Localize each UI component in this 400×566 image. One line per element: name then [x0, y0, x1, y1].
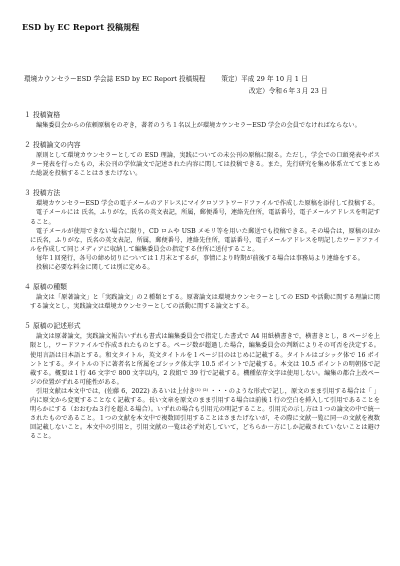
section-paragraph: 電子メールには 氏名，ふりがな，氏名の英文表記，所属，郵便番号，連絡先住所，電話番号，電子メールアドレスを明記すること。 — [30, 209, 380, 226]
revised-date: 改定）令和６年３月 23 日 — [249, 87, 328, 95]
section-heading: ４ 原稿の種類 — [24, 283, 67, 292]
section-paragraph: 電子メールが使用できない場合に限り，CD ロムや USB メモリ等を用いた郵送でも投稿できる。その場合は，原稿のほかに氏名，ふりがな，氏名の英文表記，所属，郵便番号，連絡先住所，電話番号，電子メールアドレスを明記したワードファイルを作成して同じメディアに収納して編集委員会の指定する住所に送付すること。 — [30, 227, 380, 253]
section-format — [20, 320, 380, 441]
section-paragraph: 引用文献は本文中では，(佐藤 6，2022) あるいは上付き⁽¹⁾ ⁽²⁾ ・・・のような形式で記し，原文のまま引用する場合は「 」内に原文から変更することなく記載する。長い文章を原文のまま引用する場合は前後１行の空白を挿入して引用であることを明らかにする（おおむね３行を超える場合）。いずれの場合も引用元の明記すること。引用元の示し方は１つの論文の中で統一されたものであること。１つの文献を本文中で複数回引用することはさまたげないが，その際に文献一覧に同一の文献を複数回記載しないこと。本文中の引用と，引用文献の一覧は必ず対応していて，どちらか一方にしか記載されていないことは避けること。 — [30, 387, 380, 441]
document-header: ESD by EC Report 投稿規程 — [22, 22, 140, 32]
document-title: 環境カウンセラーESD 学会誌 ESD by EC Report 投稿規程 — [24, 75, 206, 83]
section-heading: ３ 投稿方法 — [24, 189, 61, 198]
section-paragraph: 原則として環境カウンセラーとしての ESD 理論，実践についての未公刊の原稿に限る。ただし，学会での口頭発表やポスター発表を行ったもの，未公刊の学位論文で記述された内容に関しては投稿できる。また，先行研究を集め体系立ててまとめた総説を投稿することはさまたげない。 — [30, 152, 380, 178]
section-content — [20, 139, 380, 178]
section-paragraph: 投稿に必要な料金に関しては別に定める。 — [36, 264, 154, 272]
section-heading: １ 投稿資格 — [24, 111, 61, 119]
section-heading: ５ 原稿の記述形式 — [24, 322, 81, 331]
section-paragraph: 論文は原著論文，実践論文報告いずれも書式は編集委員会で指定した書式で A4 用紙横書きで，横書きとし，8 ページを上限とし，ワードファイルで作成されたものとする。ページ数が超過した場合，編集委員会の判断によりその可否を決定する。使用言語は日本語とする。和文タイトル，英文タイトルを１ページ目のはじめに記載する。タイトルはゴシック体で 16 ポイントとする。タイトルの下に著者名と所属をゴシック体太字 10.5 ポイントで記載する。本文は 10.5 ポイントの明朝体で記載する。概要は１行 46 文字で 800 文字以内，2 段組で 39 行で記載する。機種依存文字は使用しない。編集の都合上改ページの位置がずれる可能性がある。 — [30, 333, 380, 386]
section-paragraph: 論文は「原著論文」と「実践論文」の２種類とする。原著論文は環境カウンセラーとしての ESD や活動に関する理論に関する論文とし，実践論文は環境カウンセラーとしての活動に関する論文とする。 — [30, 294, 380, 311]
title-line — [24, 73, 380, 83]
section-paragraph: 環境カウンセラーESD 学会の電子メールのアドレスにマイクロソフトワードファイルで作成した原稿を添付して投稿する。 — [36, 200, 379, 208]
section-submission — [20, 187, 380, 272]
established-date: 策定）平成 29 年 10 月 1 日 — [221, 75, 308, 83]
section-paragraph: 毎年１回発行，各号の締め切りについては１月末とするが，事情により時期が前後する場合は事務局より連絡をする。 — [36, 254, 364, 262]
section-heading: ２ 投稿論文の内容 — [24, 141, 81, 150]
section-eligibility — [20, 109, 380, 130]
section-paragraph: 編集委員会からの依頼原稿をのぞき，著者のうち１名以上が環境カウンセラーESD 学会の会員でなければならない。 — [36, 122, 361, 129]
section-types — [20, 281, 380, 311]
